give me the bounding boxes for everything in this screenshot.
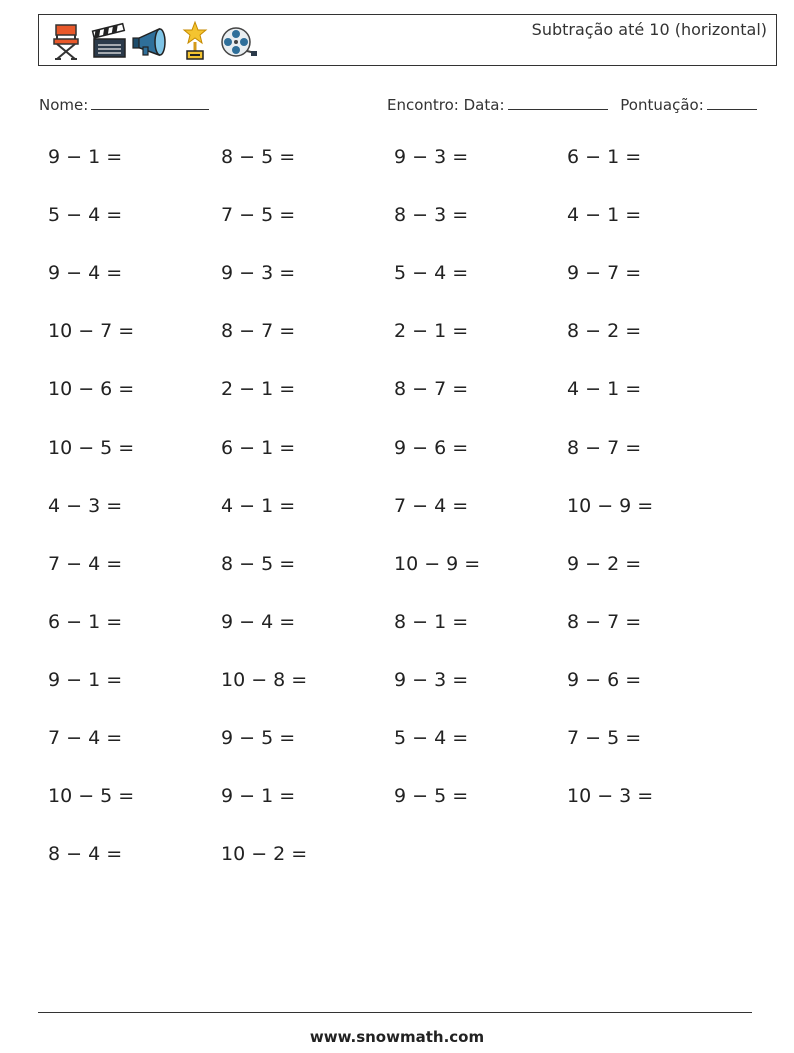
subtraction-problem: 9 − 2 = bbox=[567, 552, 642, 575]
director-chair-icon bbox=[45, 19, 87, 63]
subtraction-problem: 6 − 1 = bbox=[48, 610, 123, 633]
subtraction-problem: 9 − 1 = bbox=[221, 785, 296, 808]
subtraction-problem: 8 − 3 = bbox=[394, 204, 469, 227]
subtraction-problem: 6 − 1 = bbox=[567, 146, 642, 168]
date-blank[interactable] bbox=[508, 94, 608, 110]
subtraction-problem: 9 − 3 = bbox=[394, 668, 469, 691]
subtraction-problem: 4 − 1 = bbox=[567, 378, 642, 401]
problem-row bbox=[48, 611, 748, 641]
subtraction-problem: 10 − 7 = bbox=[48, 320, 135, 343]
meeting-score-fields bbox=[387, 94, 757, 114]
subtraction-problem: 9 − 7 = bbox=[567, 262, 642, 285]
subtraction-problem: 7 − 4 = bbox=[48, 727, 123, 749]
subtraction-problem: 8 − 5 = bbox=[221, 552, 296, 575]
problem-row bbox=[48, 669, 748, 699]
score-label: Pontuação: bbox=[620, 96, 704, 114]
score-blank[interactable] bbox=[707, 94, 757, 110]
problem-row bbox=[48, 553, 748, 583]
subtraction-problem: 5 − 4 = bbox=[48, 204, 123, 227]
subtraction-problem: 8 − 7 = bbox=[394, 378, 469, 401]
problem-row bbox=[48, 437, 748, 467]
subtraction-problem: 4 − 3 = bbox=[48, 494, 123, 517]
subtraction-problem: 9 − 6 = bbox=[394, 436, 469, 459]
subtraction-problem: 9 − 6 = bbox=[567, 668, 642, 691]
worksheet-header bbox=[38, 14, 777, 66]
problem-row bbox=[48, 843, 748, 873]
problem-row bbox=[48, 204, 748, 234]
subtraction-problem: 5 − 4 = bbox=[394, 727, 469, 749]
subtraction-problem: 9 − 1 = bbox=[48, 668, 123, 691]
subtraction-problem: 10 − 5 = bbox=[48, 785, 135, 808]
subtraction-problem: 8 − 2 = bbox=[567, 320, 642, 343]
subtraction-problem: 9 − 3 = bbox=[394, 146, 469, 168]
subtraction-problem: 9 − 5 = bbox=[221, 727, 296, 749]
subtraction-problem: 4 − 1 = bbox=[567, 204, 642, 227]
subtraction-problem: 9 − 3 = bbox=[221, 262, 296, 285]
subtraction-problem: 5 − 4 = bbox=[394, 262, 469, 285]
footer-site: www.snowmath.com bbox=[309, 1028, 485, 1046]
subtraction-problem: 10 − 8 = bbox=[221, 668, 308, 691]
subtraction-problem: 10 − 2 = bbox=[221, 843, 308, 866]
subtraction-problem: 4 − 1 = bbox=[221, 494, 296, 517]
name-field bbox=[39, 94, 209, 114]
subtraction-problem: 9 − 1 = bbox=[48, 146, 123, 168]
problem-row bbox=[48, 727, 748, 757]
trophy-star-icon bbox=[174, 19, 216, 63]
subtraction-problem: 2 − 1 = bbox=[394, 320, 469, 343]
problem-row bbox=[48, 495, 748, 525]
subtraction-problem: 8 − 7 = bbox=[567, 610, 642, 633]
subtraction-problem: 7 − 4 = bbox=[394, 494, 469, 517]
subtraction-problem: 7 − 5 = bbox=[567, 727, 642, 749]
subtraction-problem: 8 − 5 = bbox=[221, 146, 296, 168]
subtraction-problem: 8 − 7 = bbox=[567, 436, 642, 459]
subtraction-problem: 8 − 4 = bbox=[48, 843, 123, 866]
subtraction-problem: 7 − 4 = bbox=[48, 552, 123, 575]
subtraction-problem: 10 − 6 = bbox=[48, 378, 135, 401]
subtraction-problem: 7 − 5 = bbox=[221, 204, 296, 227]
header-icons bbox=[45, 19, 260, 63]
subtraction-problem: 2 − 1 = bbox=[221, 378, 296, 401]
name-label: Nome: bbox=[39, 96, 89, 114]
subtraction-problem: 9 − 4 = bbox=[221, 610, 296, 633]
subtraction-problem: 10 − 5 = bbox=[48, 436, 135, 459]
subtraction-problem: 10 − 9 = bbox=[567, 494, 654, 517]
problem-row bbox=[48, 785, 748, 815]
subtraction-problem: 8 − 7 = bbox=[221, 320, 296, 343]
subtraction-problem: 9 − 5 = bbox=[394, 785, 469, 808]
film-reel-icon bbox=[217, 19, 259, 63]
problem-row bbox=[48, 262, 748, 292]
subtraction-problem: 10 − 3 = bbox=[567, 785, 654, 808]
megaphone-icon bbox=[131, 19, 173, 63]
subtraction-problem: 8 − 1 = bbox=[394, 610, 469, 633]
meeting-date-label: Encontro: Data: bbox=[387, 96, 505, 114]
subtraction-problem: 9 − 4 = bbox=[48, 262, 123, 285]
problem-row bbox=[48, 146, 748, 176]
subtraction-problem: 10 − 9 = bbox=[394, 552, 481, 575]
subtraction-problem: 6 − 1 = bbox=[221, 436, 296, 459]
footer-divider bbox=[38, 1012, 752, 1013]
name-blank[interactable] bbox=[91, 94, 209, 110]
problem-row bbox=[48, 320, 748, 350]
problem-row bbox=[48, 378, 748, 408]
clapperboard-icon bbox=[88, 19, 130, 63]
worksheet-title: Subtração até 10 (horizontal) bbox=[531, 20, 767, 39]
